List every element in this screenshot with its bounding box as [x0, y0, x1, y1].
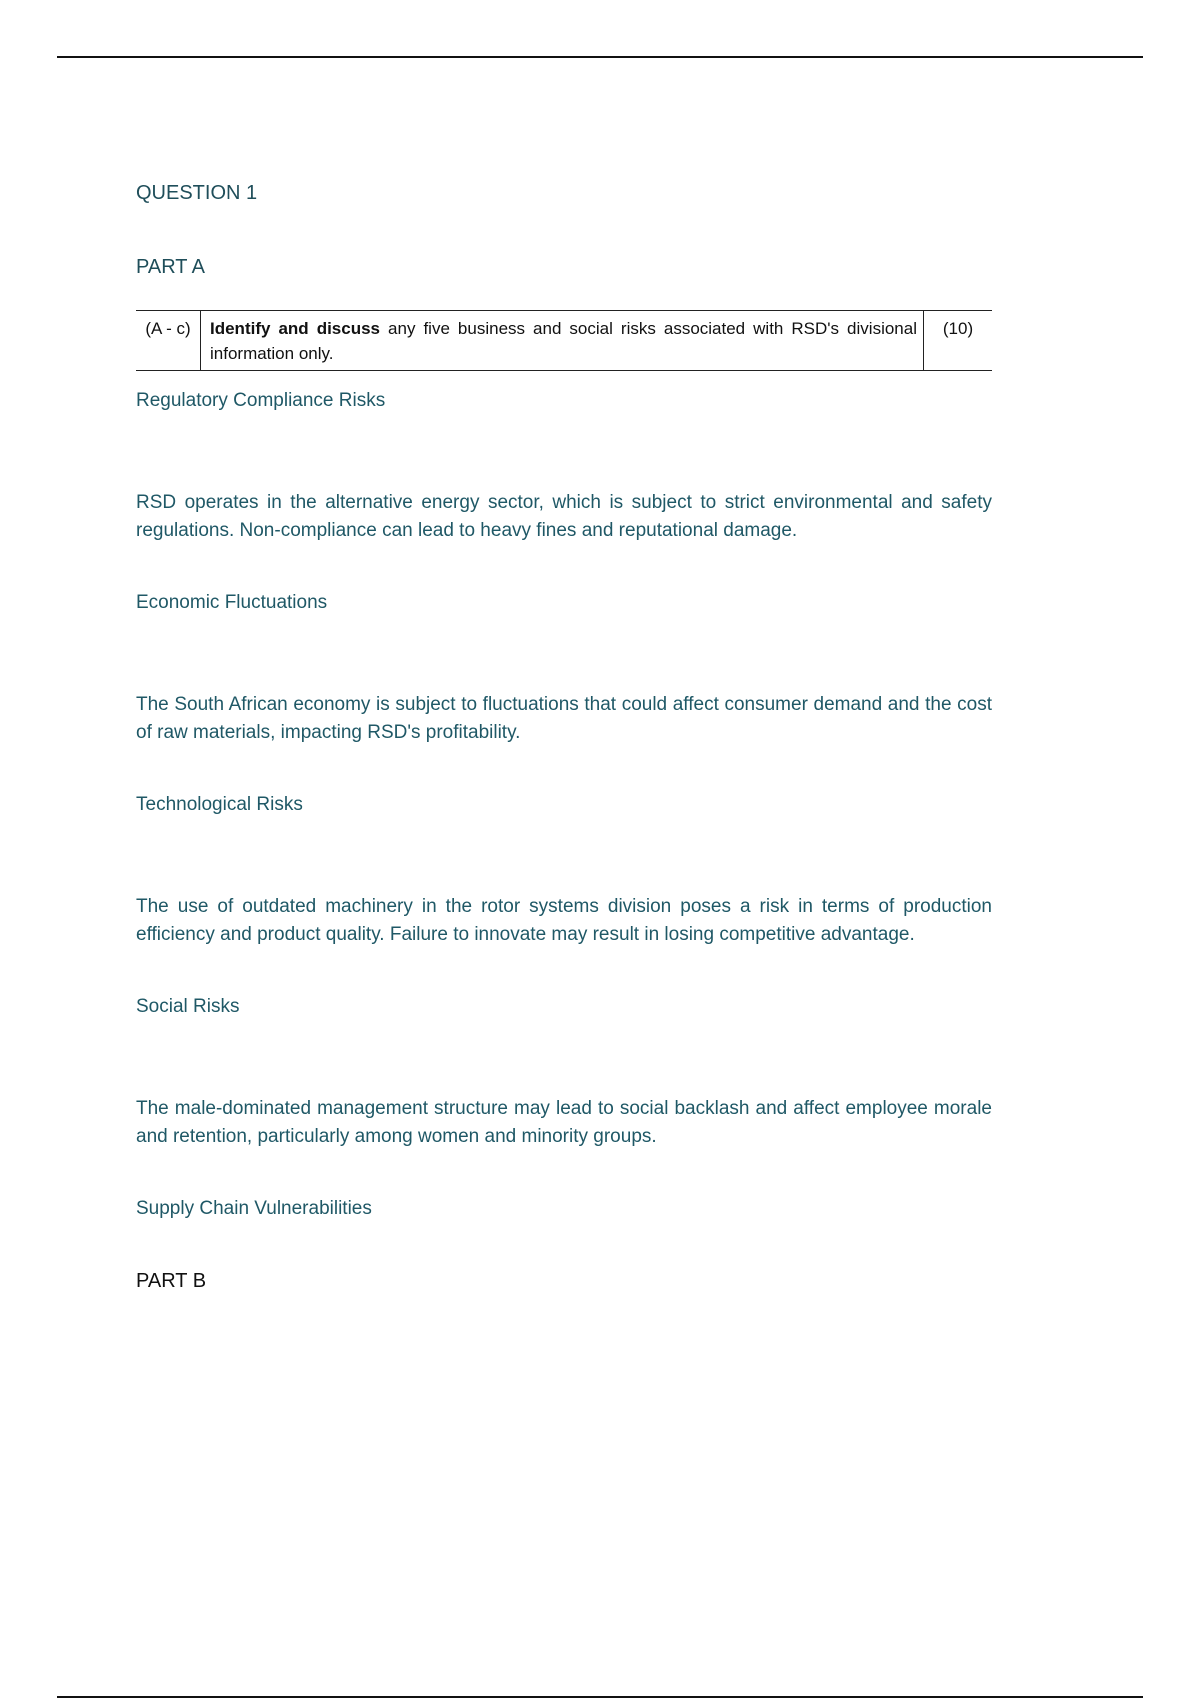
section-heading-supply-chain: Supply Chain Vulnerabilities	[136, 1198, 372, 1219]
section-heading-economic: Economic Fluctuations	[136, 592, 328, 613]
section-heading-social: Social Risks	[136, 996, 240, 1017]
section-body-economic: The South African economy is subject to fluctuations that could affect consumer demand and the cost of raw materials, impacting RSD's profitability.	[136, 694, 992, 743]
top-rule	[57, 56, 1143, 58]
section-heading-technological: Technological Risks	[136, 794, 303, 815]
part-b-label: PART B	[136, 1270, 207, 1292]
section-body-technological: The use of outdated machinery in the rotor systems division poses a risk in terms of production efficiency and product quality. Failure to innovate may result in losing competitive advantage.	[136, 896, 992, 945]
question-title: QUESTION 1	[136, 182, 258, 204]
section-body-social: The male-dominated management structure may lead to social backlash and affect employee morale and retention, particularly among women and minority groups.	[136, 1098, 992, 1147]
question-code: (A - c)	[136, 311, 201, 371]
bottom-rule	[57, 1696, 1143, 1698]
question-marks: (10)	[924, 311, 993, 371]
question-row	[136, 311, 992, 371]
question-prompt	[201, 311, 924, 371]
section-body-regulatory: RSD operates in the alternative energy sector, which is subject to strict environmental and safety regulations. Non-compliance can lead to heavy fines and reputational damage.	[136, 492, 992, 541]
section-heading-regulatory: Regulatory Compliance Risks	[136, 390, 386, 411]
question-table	[136, 310, 992, 371]
question-prompt-rest: any five business and social risks associated with RSD's divisional information only.	[210, 319, 917, 363]
part-a-label: PART A	[136, 256, 205, 278]
question-prompt-bold: Identify and discuss	[210, 319, 381, 338]
